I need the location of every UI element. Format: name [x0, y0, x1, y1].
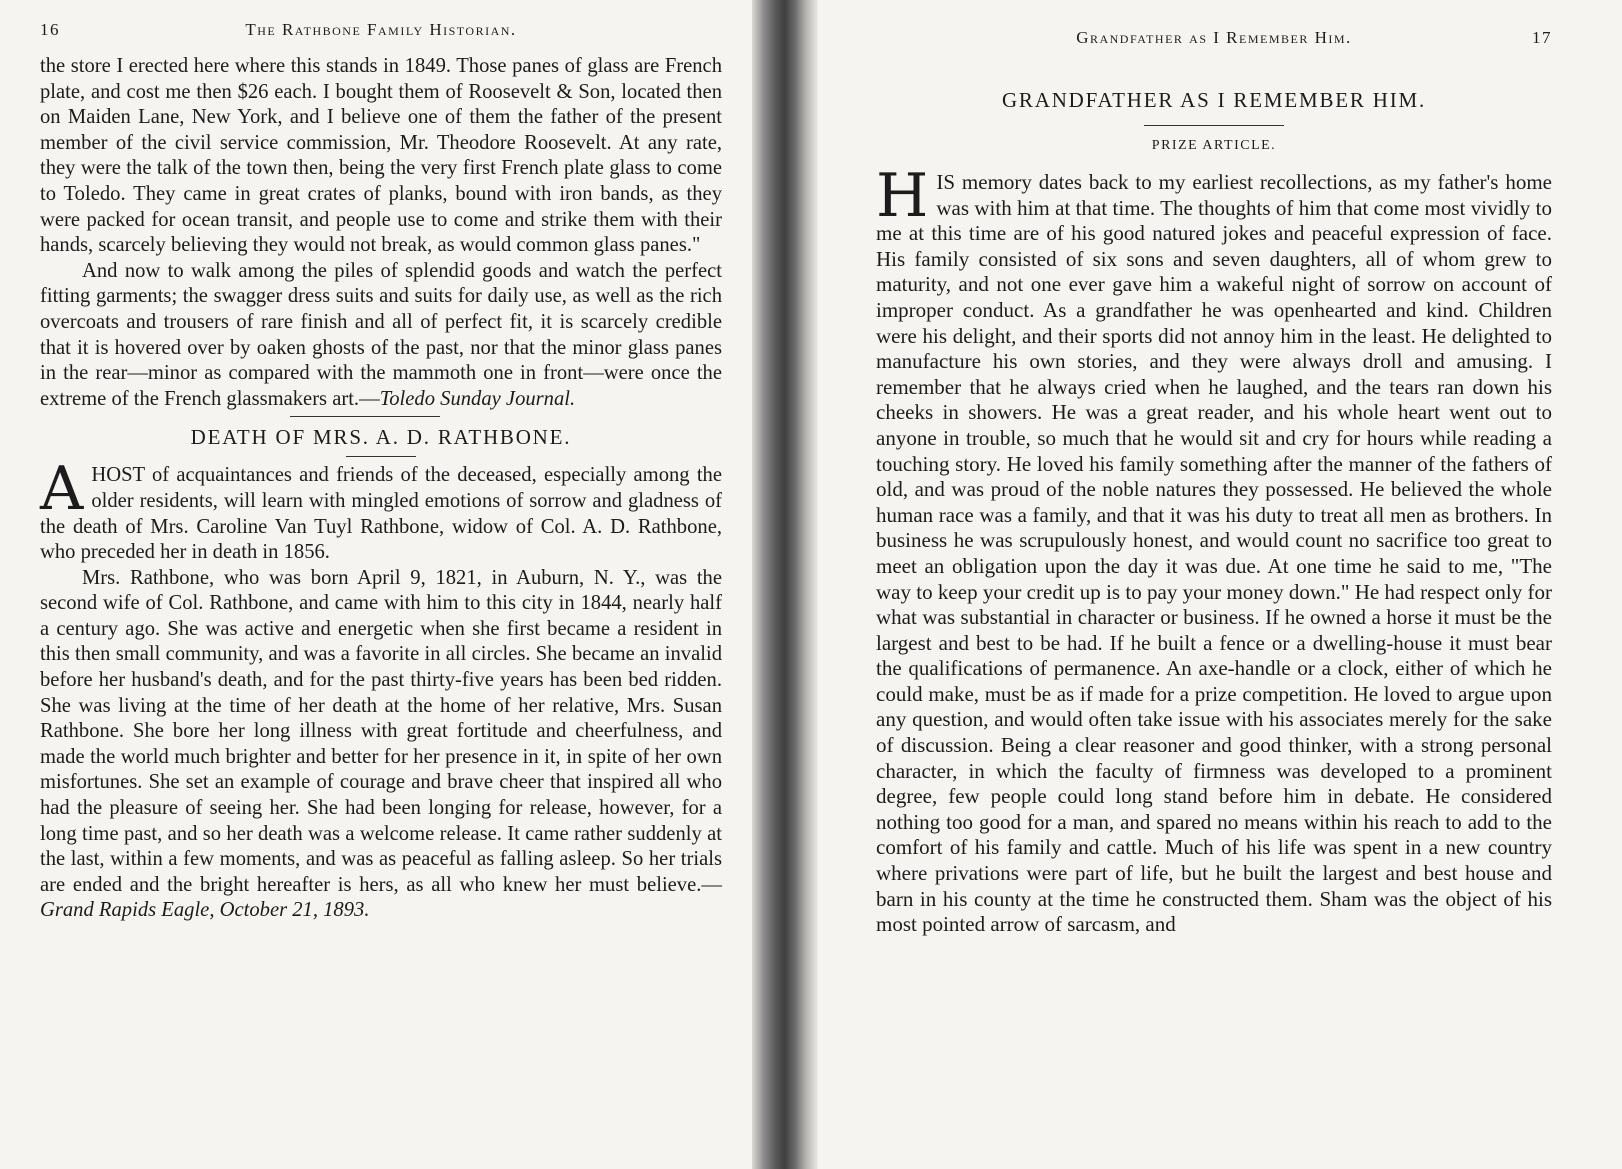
left-running-head-title: The Rathbone Family Historian.	[245, 20, 517, 39]
toledo-citation: Toledo Sunday Journal.	[379, 387, 576, 410]
drop-cap-h: H	[876, 161, 929, 231]
right-page	[818, 0, 1622, 1169]
death-article-title: DEATH OF MRS. A. D. RATHBONE.	[190, 425, 572, 450]
grandfather-article-text: IS memory dates back to my earliest recollections, as my father's home was with him at that time. The thoughts of him that come most vividly to me at this time are of his good natured jokes and peaceful expression of face. His family consisted of six sons and seven daughters, all of whom grew to maturity, and not one ever gave him a wakeful night of sorrow on account of improper conduct. As a grandfather he was openhearted and kind. Children were his delight, and their sports did not annoy him in the least. He delighted to manufacture his own stories, and they were always droll and amusing. I remember that he always cried when he laughed, and the tears ran down his cheeks in showers. He was a great reader, and his whole heart went out to anyone in trouble, so much that he would sit and cry for hours while reading a touching story. He loved his family something after the manner of the fathers of old, and was proud of the noble natures they possessed. He believed the whole human race was a family, and that it was his duty to treat all men as brothers. In business he was scrupulously honest, and would count no sacrifice too great to meet an obligation upon the day it was due. At one time he said to me, "The way to keep your credit up is to pay your money down." He had respect only for what was substantial in character or business. If he owned a horse it must be the largest and best to be had. If he built a fence or a dwelling-house it must bear the qualifications of permanence. An axe-handle or a clock, either of which he could make, must be as if made for a prize competition. He loved to argue upon any question, and would often take issue with his associates merely for the sake of discussion. Being a clear reasoner and good thinker, with a strong personal character, in which the faculty of firmness was developed to a prominent degree, few people could long stand before him in debate. He considered nothing too good for a man, and spared no means within his reach to add to the comfort of his family and cattle. Much of his life was spent in a new country where privations were part of life, but he built the largest and best house and barn in his county at the time he constructed them. Sham was the object of his most pointed arrow of sarcasm, and	[876, 170, 1552, 937]
store-paragraph	[40, 259, 722, 413]
left-page	[0, 0, 752, 1169]
book-gutter	[752, 0, 818, 1169]
store-paragraph-text: And now to walk among the piles of splendid goods and watch the perfect fitting garments; the swagger dress suits and suits for daily use, as well as the rich overcoats and trousers of rare finish and all of perfect fit, it is scarcely credible that it is hovered over by oaken ghosts of the past, nor that the minor glass panes in the rear—minor as compared with the mammoth one in front—were once the extreme of the French glassmakers art.—	[40, 259, 722, 410]
section-divider	[290, 416, 440, 417]
grandfather-article-body	[876, 161, 1552, 938]
right-running-head	[876, 28, 1552, 48]
death-article-first-text: HOST of acquaintances and friends of the deceased, especially among the older residents, will learn with mingled emotions of sorrow and gladness of the death of Mrs. Caroline Van Tuyl Rathbone, widow of Col. A. D. Rathbone, who preceded her in death in 1856.	[40, 464, 722, 564]
left-running-head	[40, 20, 722, 40]
death-article-first-paragraph	[40, 454, 722, 565]
prize-article-subtitle: PRIZE ARTICLE.	[1151, 138, 1277, 153]
grandfather-title-rule	[1144, 125, 1284, 126]
drop-cap-a: A	[40, 454, 84, 525]
left-page-number: 16	[40, 20, 60, 39]
continued-paragraph: the store I erected here where this stands in 1849. Those panes of glass are French plate, and cost me then $26 each. I bought them of Roosevelt & Son, located then on Maiden Lane, New York, and I believe one of them the father of the present member of the civil service commission, Mr. Theodore Roosevelt. At any rate, they were the talk of the town then, being the very first French plate glass to come to Toledo. They came in great crates of planks, bound with iron bands, as they were packed for ocean transit, and people use to come and strike them with their hands, scarcely believing they would not break, as would common glass panes."	[40, 55, 722, 257]
death-article-second-paragraph	[40, 566, 722, 924]
title-underline	[346, 456, 416, 457]
death-article-second-text: Mrs. Rathbone, who was born April 9, 1821, in Auburn, N. Y., was the second wife of Col. Rathbone, and came with him to this city in 1844, nearly half a century ago. She was active and energetic when she first became a resident in this then small community, and was a favorite in all circles. She became an invalid before her husband's death, and for the past thirty-five years has been bed ridden. She was living at the time of her death at the home of her relative, Mrs. Susan Rathbone. She bore her long illness with great fortitude and cheerfulness, and made the world much brighter and better for her presence in it, in spite of her own misfortunes. She set an example of courage and brave cheer that inspired all who had the pleasure of seeing her. She had been longing for release, however, for a long time past, and so her death was a welcome release. It came rather suddenly at the last, within a few moments, and was as peaceful as falling asleep. So her trials are ended and the bright hereafter is hers, as all who knew her must believe.—	[40, 566, 722, 896]
right-running-head-title: Grandfather as I Remember Him.	[1076, 28, 1352, 47]
grandfather-article-title: GRANDFATHER AS I REMEMBER HIM.	[1001, 88, 1427, 112]
grand-rapids-citation: Grand Rapids Eagle, October 21, 1893.	[40, 899, 370, 922]
right-page-number: 17	[1532, 28, 1552, 47]
